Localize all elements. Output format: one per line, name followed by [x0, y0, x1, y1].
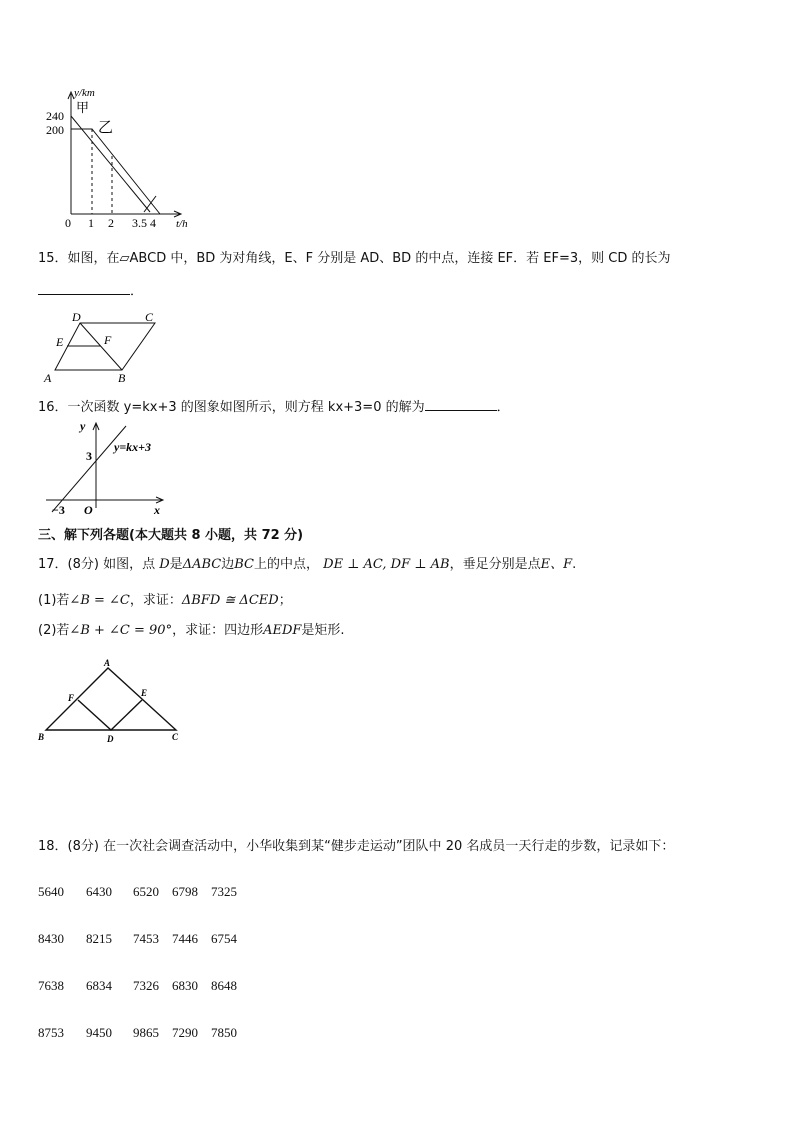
label-F: F	[68, 693, 75, 703]
line-jia-extension	[144, 196, 156, 212]
section-3-heading: 三、解下列各题(本大题共 8 小题，共 72 分)	[38, 528, 304, 543]
q17-part2-b: ，求证：四边形	[172, 623, 264, 638]
step-cell: 8648	[211, 978, 237, 993]
q17-part1-c: ；	[278, 593, 292, 608]
x-tick-2: 2	[108, 216, 114, 230]
label-O: O	[84, 503, 93, 516]
q17-perpendicular: DE ⊥ AC, DF ⊥ AB	[323, 557, 450, 572]
step-cell: 5640	[38, 884, 64, 899]
q17-part2-c: 是矩形.	[301, 623, 345, 638]
q17-points-ef: E、F	[540, 557, 573, 572]
step-cell: 7326	[133, 978, 159, 993]
label-function: y=kx+3	[114, 440, 152, 454]
step-cell: 6430	[86, 884, 112, 899]
question-16	[38, 396, 510, 417]
step-cell: 9865	[133, 1025, 159, 1040]
label-three: 3	[86, 449, 92, 463]
step-cell: 6798	[172, 884, 198, 899]
question-18: 18．(8分) 在一次社会调查活动中，小华收集到某“健步走运动”团队中 20 名成员一天行走的步数，记录如下：	[38, 839, 675, 854]
steps-row-2	[38, 931, 250, 978]
question-15-end: ．	[130, 284, 144, 299]
answer-blank-15[interactable]	[38, 280, 130, 295]
line-y-kx-3	[52, 426, 126, 512]
q17-part1-a: (1)若	[38, 593, 70, 608]
label-yi: 乙	[98, 120, 114, 136]
x-tick-4: 4	[150, 216, 156, 230]
step-cell: 7638	[38, 978, 64, 993]
q17-text-e: ，垂足分别是点	[449, 557, 541, 572]
step-cell: 6520	[133, 884, 159, 899]
step-cell: 7325	[211, 884, 237, 899]
step-cell: 7446	[172, 931, 198, 946]
step-cell: 8215	[86, 931, 112, 946]
question-16-text: 16．一次函数 y=kx+3 的图象如图所示，则方程 kx+3=0 的解为	[38, 400, 425, 415]
label-B: B	[118, 371, 126, 385]
label-y: y	[80, 419, 86, 433]
q17-text-c: 边	[221, 557, 235, 572]
x-axis-label: t/h	[176, 218, 188, 230]
label-neg3: −3	[52, 503, 65, 516]
label-A: A	[104, 658, 111, 668]
label-B: B	[38, 732, 45, 742]
label-jia: 甲	[76, 100, 90, 115]
y-tick-240: 240	[46, 109, 64, 123]
q17-part1-condition: ∠B = ∠C	[69, 593, 130, 608]
q17-text-f: .	[572, 557, 577, 572]
line-yi	[71, 129, 160, 214]
q17-point-d: D	[159, 557, 170, 572]
steps-row-1	[38, 884, 250, 931]
question-17-part-1	[38, 592, 292, 610]
q17-side-bc: BC	[234, 557, 254, 572]
step-cell: 9450	[86, 1025, 112, 1040]
label-C: C	[172, 732, 179, 742]
question-16-end: ．	[496, 400, 510, 415]
parallelogram-figure	[38, 310, 168, 388]
q17-part2-condition: ∠B + ∠C = 90°	[69, 623, 173, 638]
question-15-text: 15．如图，在▱ABCD 中，BD 为对角线，E、F 分别是 AD、BD 的中点，连接 EF．若 EF=3，则 CD 的长为	[38, 251, 671, 266]
step-cell: 6834	[86, 978, 112, 993]
step-cell: 7290	[172, 1025, 198, 1040]
y-tick-200: 200	[46, 123, 64, 137]
step-cell: 8430	[38, 931, 64, 946]
triangle-figure	[36, 656, 186, 746]
x-tick-1: 1	[88, 216, 94, 230]
q17-text-b: 是	[169, 557, 183, 572]
x-tick-0: 0	[65, 216, 71, 230]
distance-time-graph	[40, 84, 200, 234]
steps-data-table	[38, 884, 250, 1072]
y-axis-label: y/km	[74, 87, 95, 99]
segments-f-d-e	[78, 700, 142, 730]
label-C: C	[145, 310, 154, 324]
q17-triangle-abc: ΔABC	[182, 557, 222, 572]
answer-blank-16[interactable]	[425, 396, 497, 411]
label-D: D	[107, 734, 114, 744]
q17-text-d: 上的中点，	[253, 557, 319, 572]
step-cell: 6754	[211, 931, 237, 946]
step-cell: 6830	[172, 978, 198, 993]
label-F: F	[104, 333, 112, 347]
label-D: D	[72, 310, 81, 324]
q17-part1-b: ，求证：	[129, 593, 182, 608]
triangle-abc	[46, 668, 176, 730]
question-15-answer-line	[38, 280, 143, 301]
question-17-part-2	[38, 622, 345, 640]
step-cell: 8753	[38, 1025, 64, 1040]
x-tick-3-5: 3.5	[132, 216, 147, 230]
question-17	[38, 556, 576, 574]
linear-function-graph	[38, 416, 178, 516]
q17-part2-claim: AEDF	[263, 623, 302, 638]
q17-text-a: 17．(8分) 如图，点	[38, 557, 156, 572]
label-A: A	[44, 371, 52, 385]
q17-part2-a: (2)若	[38, 623, 70, 638]
q17-part1-claim: ΔBFD ≅ ΔCED	[181, 593, 279, 608]
step-cell: 7850	[211, 1025, 237, 1040]
label-E: E	[141, 688, 148, 698]
question-15	[38, 250, 671, 268]
step-cell: 7453	[133, 931, 159, 946]
steps-row-3	[38, 978, 250, 1025]
label-E: E	[56, 335, 64, 349]
label-x: x	[154, 503, 160, 516]
steps-row-4	[38, 1025, 250, 1072]
